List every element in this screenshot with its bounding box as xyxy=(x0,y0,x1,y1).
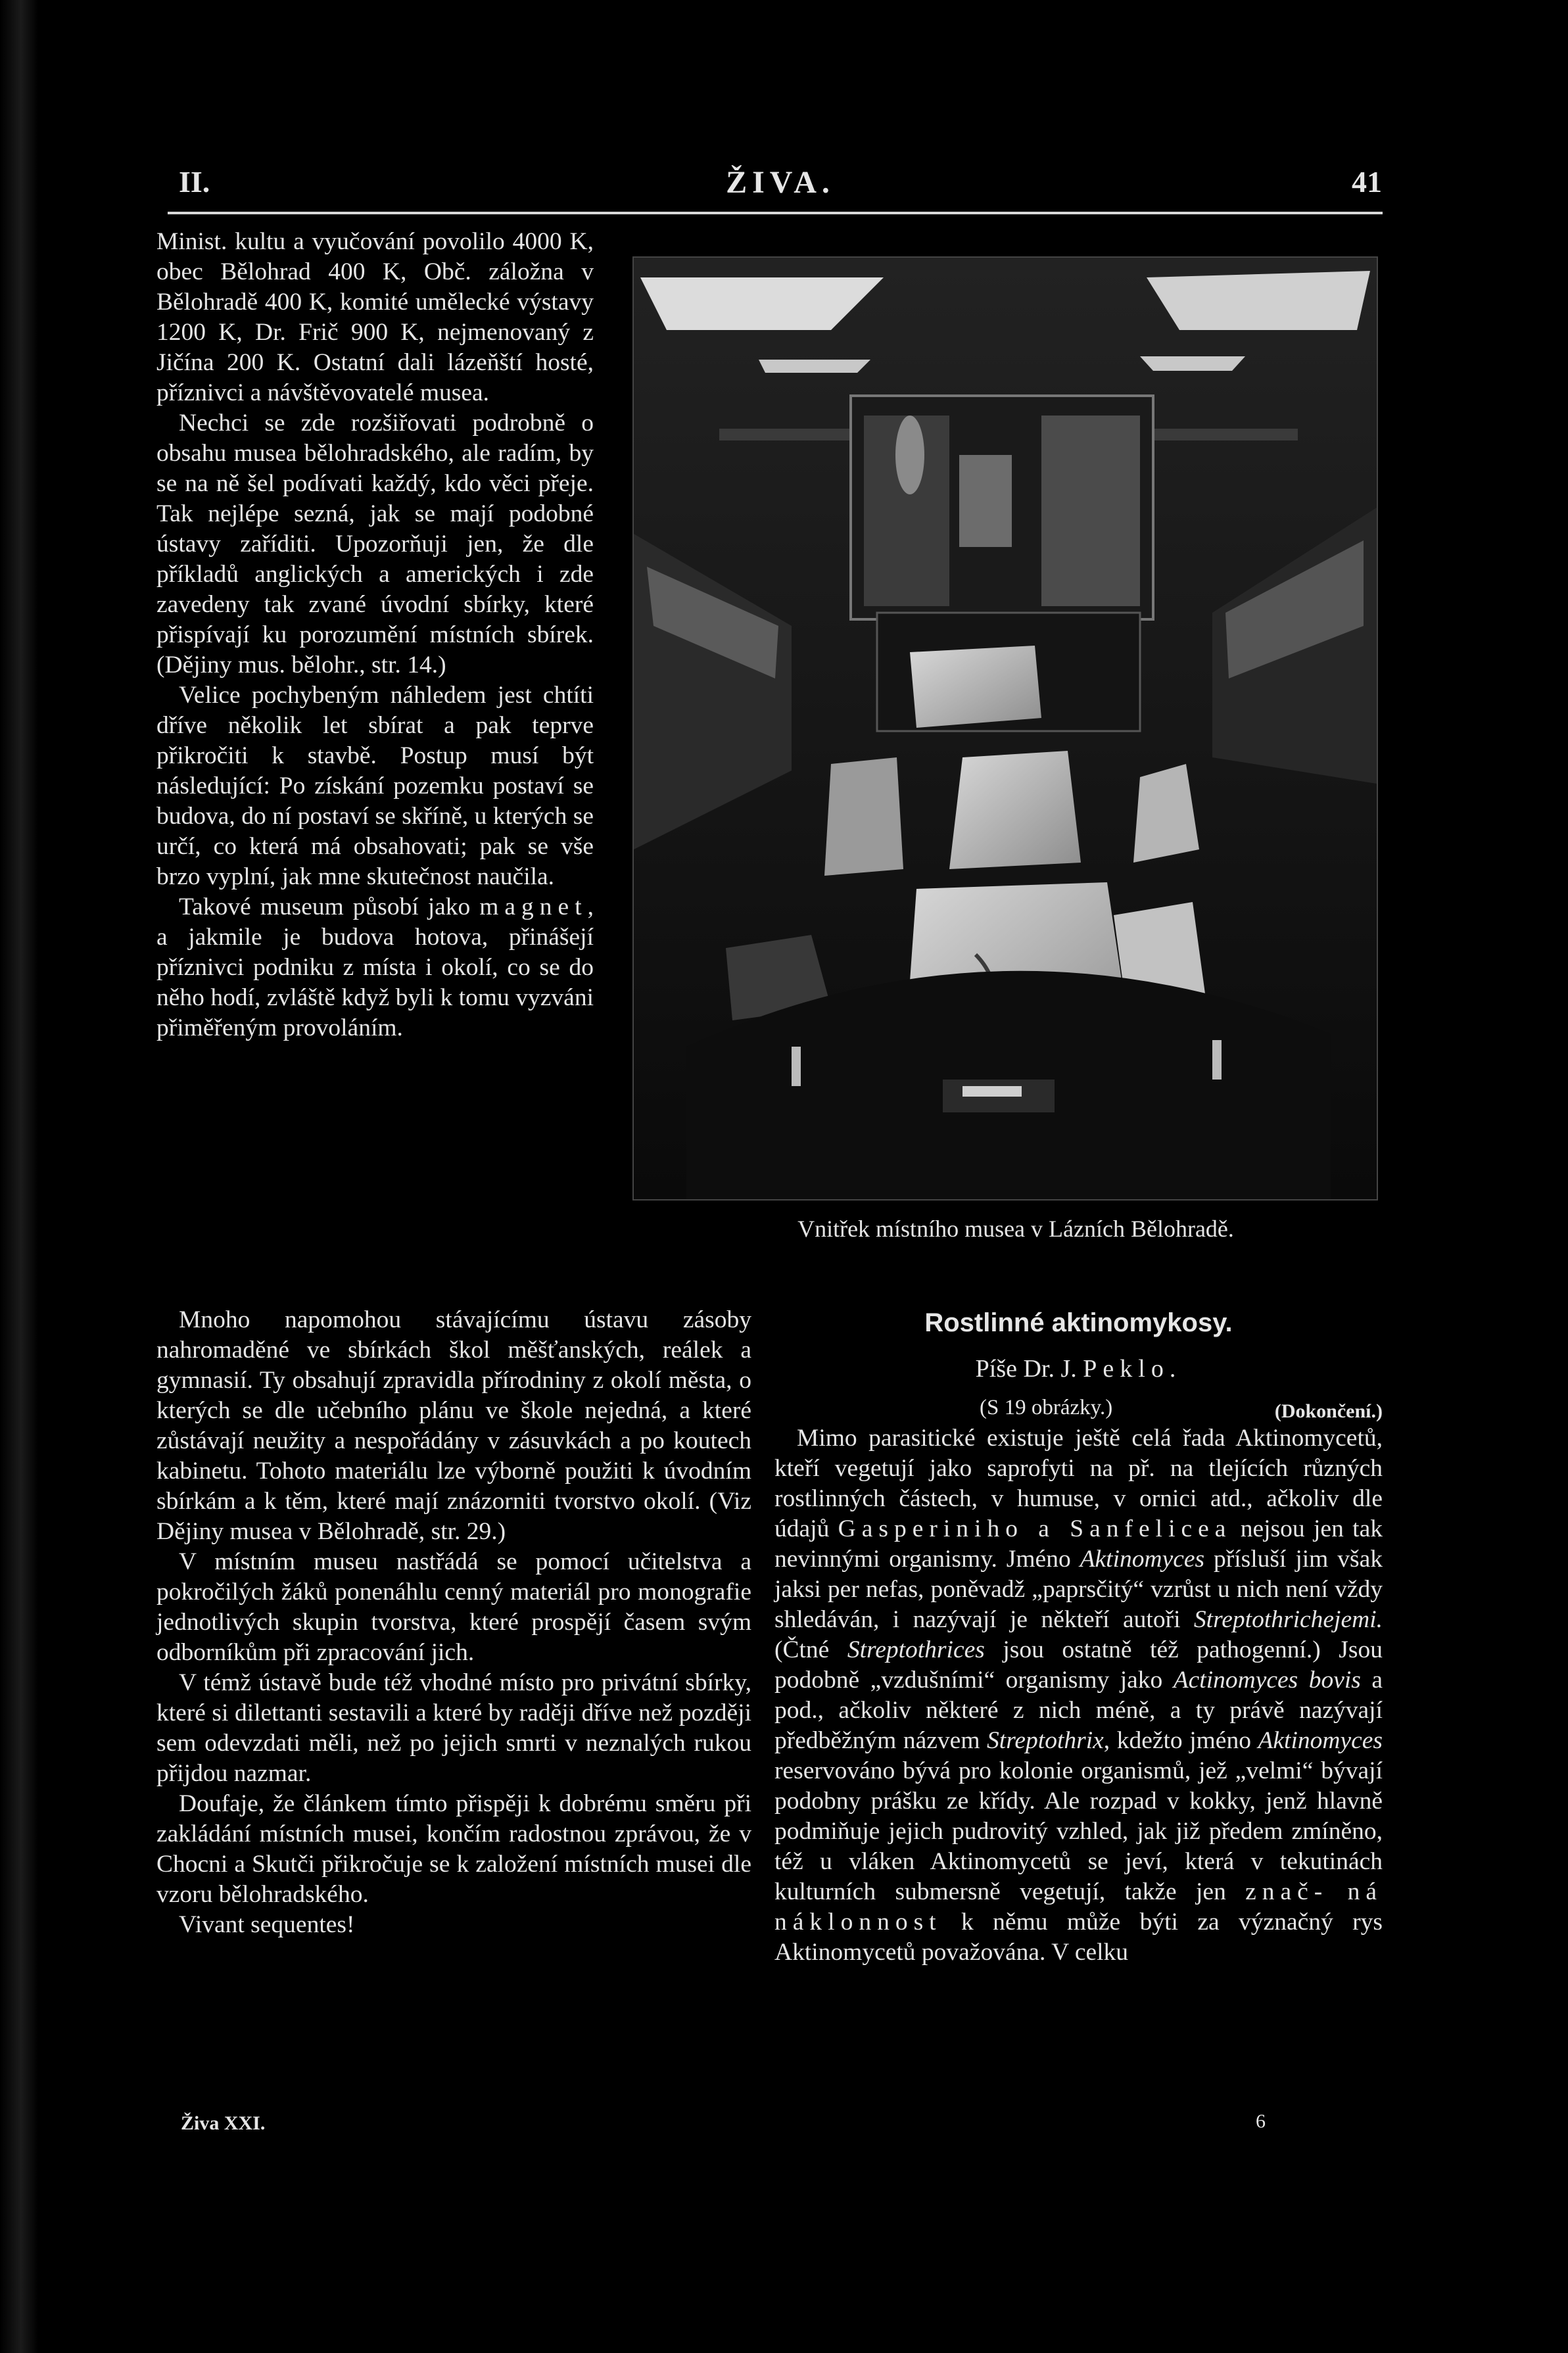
paragraph: V témž ústavě bude též vhodné místo pro privátní sbírky, které si dilettanti sestavili a které by raději dříve než později sem odevzdati měli, než po jejich smrti v neznalých rukou přijdou nazmar. xyxy=(156,1669,751,1787)
photo-caption: Vnitřek místního musea v Lázních Bělohradě. xyxy=(797,1216,1234,1242)
left-column-upper xyxy=(156,227,594,1043)
paragraph: Mimo parasitické existuje ještě celá řada Aktinomycetů, kteří vegetují jako saprofyti na př. na tlejících různých rostlinných částech, v humuse, v ornici atd., ačkoliv dle údajů Gasperiniho a Sanfelicea nejsou jen tak nevinnými organismy. Jméno Aktinomyces přísluší jim však jaksi per nefas, poněvadž „paprsčitý“ vzrůst u nich není vždy shledáván, i nazývají je někteří autoři Streptothrichejemi. (Čtné Streptothrices jsou ostatně též pathogenní.) Jsou podobně „vzdušními“ organismy jako Actinomyces bovis a pod., ačkoliv některé z nich méně, a ty právě nazývají předběžným názvem Streptothrix, kdežto jméno Aktinomyces reservováno bývá pro kolonie organismů, jež „velmi“ bývají podobny prášku ze křídy. Ale rozpad v kokky, jenž hlavně podmiňuje jejich pudrovitý vzhled, jak již předem zmíněno, též u vláken Aktinomycetů se jeví, která v tekutinách kulturních submersně vegetují, takže jen znač- ná náklonnost k němu může býti za význačný rys Aktinomycetů považována. V celku xyxy=(774,1425,1383,1966)
concluded-note: (Dokončení.) xyxy=(1274,1400,1383,1422)
museum-interior-image xyxy=(634,258,1377,1199)
right-column xyxy=(774,1423,1383,1968)
article-author: Píše Dr. J. Peklo. xyxy=(975,1355,1182,1383)
closing-line: Vivant sequentes! xyxy=(179,1911,355,1938)
paragraph: Takové museum působí jako magnet, a jakmile je budova hotova, přinášejí příznivci podniku z místa i okolí, co se do něho hodí, zvláště když byli k tomu vyzváni přiměřeným provoláním. xyxy=(156,893,594,1041)
paragraph: Mnoho napomohou stávajícímu ústavu zásoby nahromaděné ve sbírkách škol měšťanských, reálek a gymnasií. Ty obsahují zpravidla přírodniny z okolí města, o kterých se dle učebního plánu ve škole nejedná, a které zůstávají neužity a nespořádány v zásuvkách a po koutech kabinetu. Tohoto materiálu lze výborně použiti k úvodním sbírkám a k těm, které mají znázorniti tvorstvo okolí. (Viz Dějiny musea v Bělohradě, str. 29.) xyxy=(156,1306,751,1545)
author-name: Peklo. xyxy=(1083,1355,1182,1383)
article-title: Rostlinné aktinomykosy. xyxy=(924,1308,1233,1337)
figure-count: (S 19 obrázky.) xyxy=(980,1396,1113,1419)
paragraph: Nechci se zde rozšiřovati podrobně o obsahu musea bělohradského, ale radím, by se na ně šel podívati každý, kdo věci přeje. Tak nejlépe sezná, jak se mají podobné ústavy zaříditi. Upozorňuji jen, že dle příkladů anglických a amerických i zde zavedeny tak zvané úvodní sbírky, které přispívají ku porozumění místních sbírek. (Dějiny mus. bělohr., str. 14.) xyxy=(156,410,594,678)
paragraph: Doufaje, že článkem tímto přispěji k dobrému směru při zakládání místních musei, končím radostnou zprávou, že v Chocni a Skutči přikročuje se k založení místních musei dle vzoru bělohradského. xyxy=(156,1790,751,1908)
paragraph: V místním museu nastřádá se pomocí učitelstva a pokročilých žáků ponenáhlu cenný materiál pro monografie jednotlivých skupin tvorstva, které prospějí časem svým odborníkům při zpracování jich. xyxy=(156,1548,751,1666)
header-rule xyxy=(168,212,1383,214)
footer-journal: Živa XXI. xyxy=(181,2112,266,2134)
page-number: 41 xyxy=(1352,165,1382,199)
paragraph: Minist. kultu a vyučování povolilo 4000 K, obec Bělohrad 400 K, Obč. záložna v Bělohradě 400 K, komité umělecké výstavy 1200 K, Dr. Frič 900 K, nejmenovaný z Jičína 200 K. Ostatní dali lázeňští hosté, příznivci a návštěvovatelé musea. xyxy=(156,228,594,406)
page-header xyxy=(179,164,1382,210)
volume-number: II. xyxy=(179,165,210,199)
left-column-lower xyxy=(156,1305,751,1940)
museum-photo xyxy=(632,256,1378,1200)
journal-title: ŽIVA. xyxy=(726,165,835,200)
spaced-word: magnet xyxy=(479,893,588,920)
footer-signature: 6 xyxy=(1256,2110,1266,2132)
scan-edge xyxy=(0,0,38,2353)
paragraph: Velice pochybeným náhledem jest chtíti dříve několik let sbírat a pak teprve přikročiti k stavbě. Postup musí být následující: Po získání pozemku postaví se budova, do ní postaví se skříně, u kterých se určí, co která má obsahovati; pak se vše brzo vyplní, jak mne skutečnost naučila. xyxy=(156,682,594,890)
spaced-names: Gasperiniho a Sanfelicea xyxy=(838,1515,1232,1542)
